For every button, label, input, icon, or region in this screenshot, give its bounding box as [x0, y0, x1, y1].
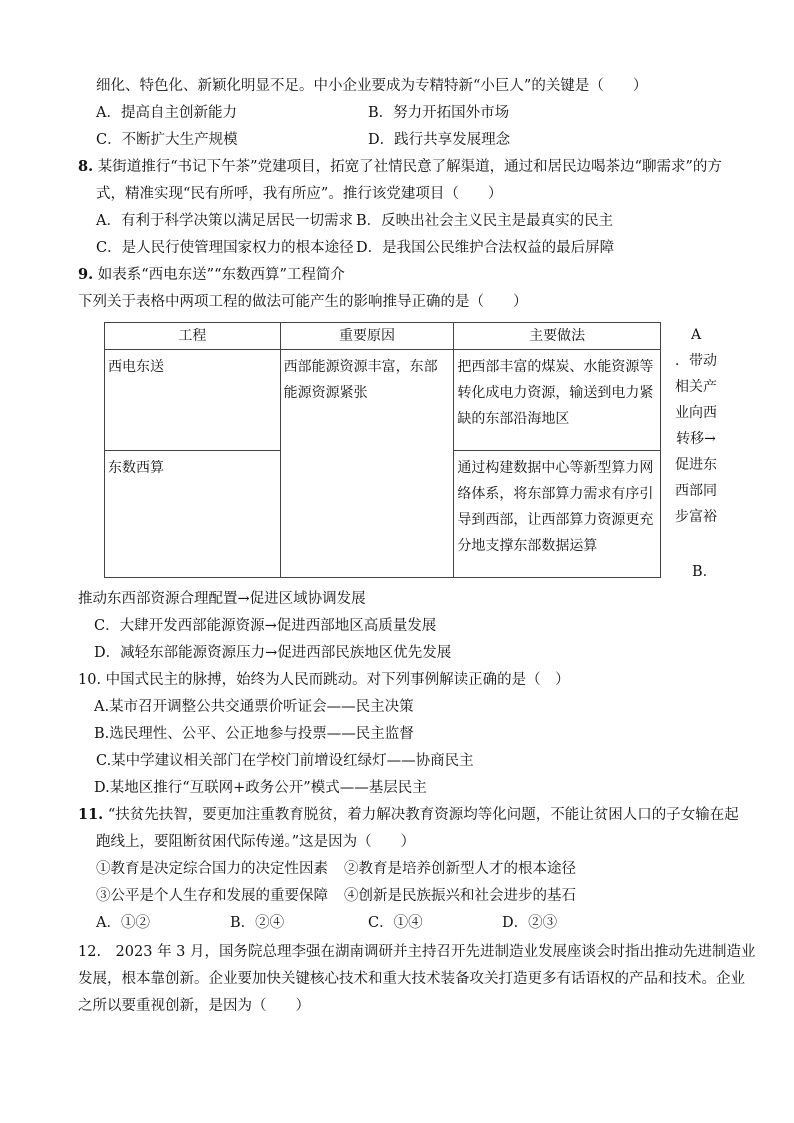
table-cell-method-compute: 通过构建数据中心等新型算力网络体系，将东部算力需求有序引导到西部，让西部算力资源更充分地支撑东部数据运算: [454, 451, 661, 578]
q11-stem-text: “扶贫先扶智，要更加注重教育脱贫，着力解决教育资源均等化问题，不能让贫困人口的子女输在起: [107, 807, 739, 823]
q8-option-b: B．反映出社会主义民主是最真实的民主: [356, 213, 614, 229]
q8-stem-line2: 式，精准实现“民有所呼，我有所应”。推行该党建项目（ ）: [96, 186, 503, 202]
q9-number: 9.: [78, 266, 94, 283]
q7-option-d: D．践行共享发展理念: [368, 132, 511, 148]
q8-option-a: A．有利于科学决策以满足居民一切需求: [96, 213, 353, 229]
q9-option-a-line: ．带动: [675, 353, 717, 369]
q11-option-d: D．②③: [502, 915, 558, 931]
q8-option-c: C．是人民行使管理国家权力的根本途径: [96, 240, 354, 256]
q11-statement-1: ①教育是决定综合国力的决定性因素: [96, 861, 328, 877]
q11-stem-line1: [78, 805, 739, 825]
q9-option-a-line: 业向西: [675, 405, 717, 421]
q11-option-a: A．①②: [96, 915, 150, 931]
table-cell-reason: 西部能源资源丰富，东部能源资源紧张: [280, 350, 454, 578]
q12-stem-line2: 发展，根本靠创新。企业要加快关键核心技术和重大技术装备攻关打造更多有话语权的产品和技术。企业: [78, 971, 745, 987]
q9-option-a-sidebar: [672, 322, 720, 530]
q7-option-c: C．不断扩大生产规模: [96, 132, 238, 148]
q9-option-c: C．大肆开发西部能源资源→促进西部地区高质量发展: [94, 618, 437, 634]
q9-option-b-text: 推动东西部资源合理配置→促进区域协调发展: [78, 591, 366, 607]
table-cell-project-west-east-power: 西电东送: [105, 350, 281, 451]
q8-stem-text: 某街道推行“书记下午茶”党建项目，拓宽了社情民意了解渠道，通过和居民边喝茶边“聊需求”的方: [97, 159, 722, 175]
q7-option-b: B．努力开拓国外市场: [368, 105, 510, 121]
q9-option-d: D．减轻东部能源资源压力→促进西部民族地区优先发展: [94, 645, 452, 661]
table-header-row: [105, 323, 661, 350]
q8-option-d: D．是我国公民维护合法权益的最后屏障: [356, 240, 615, 256]
q7-stem-tail: 细化、特色化、新颖化明显不足。中小企业要成为专精特新“小巨人”的关键是（ ）: [96, 78, 648, 94]
q10-option-b: B.选民理性、公平、公正地参与投票——民主监督: [94, 726, 414, 742]
q10-stem: 10. 中国式民主的脉搏，始终为人民而跳动。对下列事例解读正确的是（ ）: [78, 672, 570, 688]
q9-option-a-line: 相关产: [675, 379, 717, 395]
table-header-project: 工程: [105, 323, 281, 350]
q10-option-d: D.某地区推行“互联网+政务公开”模式——基层民主: [94, 780, 427, 796]
q11-option-b: B．②④: [230, 915, 285, 931]
q11-statement-3: ③公平是个人生存和发展的重要保障: [96, 888, 328, 904]
q10-option-a: A.某市召开调整公共交通票价听证会——民主决策: [94, 699, 414, 715]
q9-option-a-line: 西部同: [675, 483, 717, 499]
table-row: [105, 350, 661, 451]
table-header-method: 主要做法: [454, 323, 661, 350]
q9-stem-line1: [78, 265, 345, 285]
q12-stem-line1: 12. 2023 年 3 月，国务院总理李强在湖南调研并主持召开先进制造业发展座谈会时指出推动先进制造业: [78, 944, 756, 960]
q11-number: 11.: [78, 806, 104, 823]
q11-statement-2: ②教育是培养创新型人才的根本途径: [344, 861, 576, 877]
q9-option-a-line: 转移→: [676, 431, 716, 447]
q10-option-c: C.某中学建议相关部门在学校门前增设红绿灯——协商民主: [96, 753, 474, 769]
q11-stem-line2: 跑线上，要阻断贫困代际传递。”这是因为（ ）: [96, 834, 416, 850]
q9-option-b-label: B．: [692, 564, 718, 580]
q9-stem-line2: 下列关于表格中两项工程的做法可能产生的影响推导正确的是（ ）: [78, 294, 528, 310]
q9-option-a-line: 促进东: [675, 457, 717, 473]
q8-number: 8.: [78, 158, 94, 175]
q11-option-c: C．①④: [368, 915, 423, 931]
table-cell-method-power: 把西部丰富的煤炭、水能资源等转化成电力资源，输送到电力紧缺的东部沿海地区: [454, 350, 661, 451]
q12-stem-line3: 之所以要重视创新，是因为（ ）: [78, 998, 310, 1014]
q7-option-a: A．提高自主创新能力: [96, 105, 237, 121]
q9-option-a-line: 步富裕: [675, 509, 717, 525]
q9-stem-text: 如表系“西电东送”“东数西算”工程简介: [97, 267, 345, 283]
table-header-reason: 重要原因: [280, 323, 454, 350]
q11-statement-4: ④创新是民族振兴和社会进步的基石: [344, 888, 576, 904]
q9-option-a-line: A: [690, 327, 702, 343]
table-cell-project-east-data-west-compute: 东数西算: [105, 451, 281, 578]
project-table: [104, 322, 661, 578]
q8-stem-line1: [78, 157, 722, 177]
